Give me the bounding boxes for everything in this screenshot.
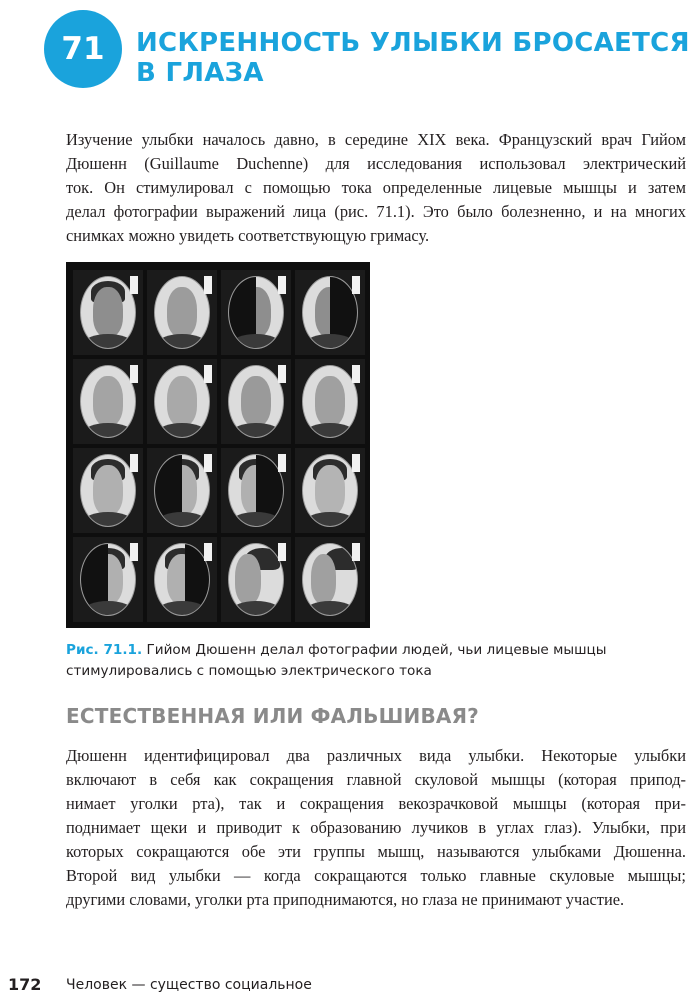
portrait-cell xyxy=(73,537,143,622)
portrait-cell xyxy=(295,537,365,622)
portrait-cell xyxy=(221,537,291,622)
figure-label: Рис. 71.1. xyxy=(66,642,143,658)
portrait-cell xyxy=(147,270,217,355)
running-footer: Человек — существо социальное xyxy=(66,977,312,993)
section-line: поднимает щеки и приводит к образованию лучиков в углах глаз). Улыбки, при xyxy=(66,818,686,837)
section-line: Дюшенн идентифицировал два различных вида улыбки. Некоторые улыбки xyxy=(66,746,686,765)
intro-line: снимках можно увидеть соответствующую гримасу. xyxy=(66,226,430,245)
chapter-title xyxy=(136,28,690,88)
portrait-cell xyxy=(73,270,143,355)
page-number: 172 xyxy=(8,975,42,994)
section-paragraph xyxy=(66,744,686,912)
chapter-title-line-2: В ГЛАЗА xyxy=(136,58,264,88)
portrait-cell xyxy=(221,448,291,533)
portrait-cell xyxy=(73,448,143,533)
intro-line: ток. Он стимулировал с помощью тока определенные лицевые мышцы и затем xyxy=(66,178,686,197)
portrait-cell xyxy=(147,359,217,444)
duchenne-photo-plate xyxy=(66,262,370,628)
section-line: которых сокращаются обе эти группы мышц, называются улыбками Дюшенна. xyxy=(66,842,686,861)
section-line: Второй вид улыбки — когда сокращаются только главные скуловые мышцы; xyxy=(66,866,686,885)
portrait-cell xyxy=(147,537,217,622)
portrait-cell xyxy=(221,359,291,444)
intro-paragraph xyxy=(66,128,686,248)
section-line: другими словами, уголки рта приподнимаются, но глаза не принимают участие. xyxy=(66,890,625,909)
portrait-cell xyxy=(295,270,365,355)
caption-line-1 xyxy=(66,640,686,661)
portrait-cell xyxy=(295,359,365,444)
chapter-title-line-1: ИСКРЕННОСТЬ УЛЫБКИ БРОСАЕТСЯ xyxy=(136,28,690,58)
section-title: ЕСТЕСТВЕННАЯ ИЛИ ФАЛЬШИВАЯ? xyxy=(66,704,479,728)
caption-line-2: стимулировались с помощью электрического тока xyxy=(66,663,432,679)
portrait-cell xyxy=(73,359,143,444)
portrait-cell xyxy=(221,270,291,355)
intro-line: Дюшенн (Guillaume Duchenne) для исследования использовал электрический xyxy=(66,154,686,173)
intro-line: делал фотографии выражений лица (рис. 71.1). Это было болезненно, и на многих xyxy=(66,202,686,221)
photo-grid xyxy=(73,270,365,622)
intro-line: Изучение улыбки началось давно, в середине XIX века. Французский врач Гийом xyxy=(66,130,686,149)
chapter-number-badge xyxy=(44,10,122,88)
portrait-cell xyxy=(147,448,217,533)
figure-caption xyxy=(66,640,686,682)
portrait-cell xyxy=(295,448,365,533)
section-line: включают в себя как сокращения главной скуловой мышцы (которая припод- xyxy=(66,770,686,789)
chapter-number: 71 xyxy=(61,31,105,67)
caption-text-1: Гийом Дюшенн делал фотографии людей, чьи лицевые мышцы xyxy=(142,642,607,658)
section-line: нимает уголки рта), так и сокращения векозрачковой мышцы (которая при- xyxy=(66,794,686,813)
